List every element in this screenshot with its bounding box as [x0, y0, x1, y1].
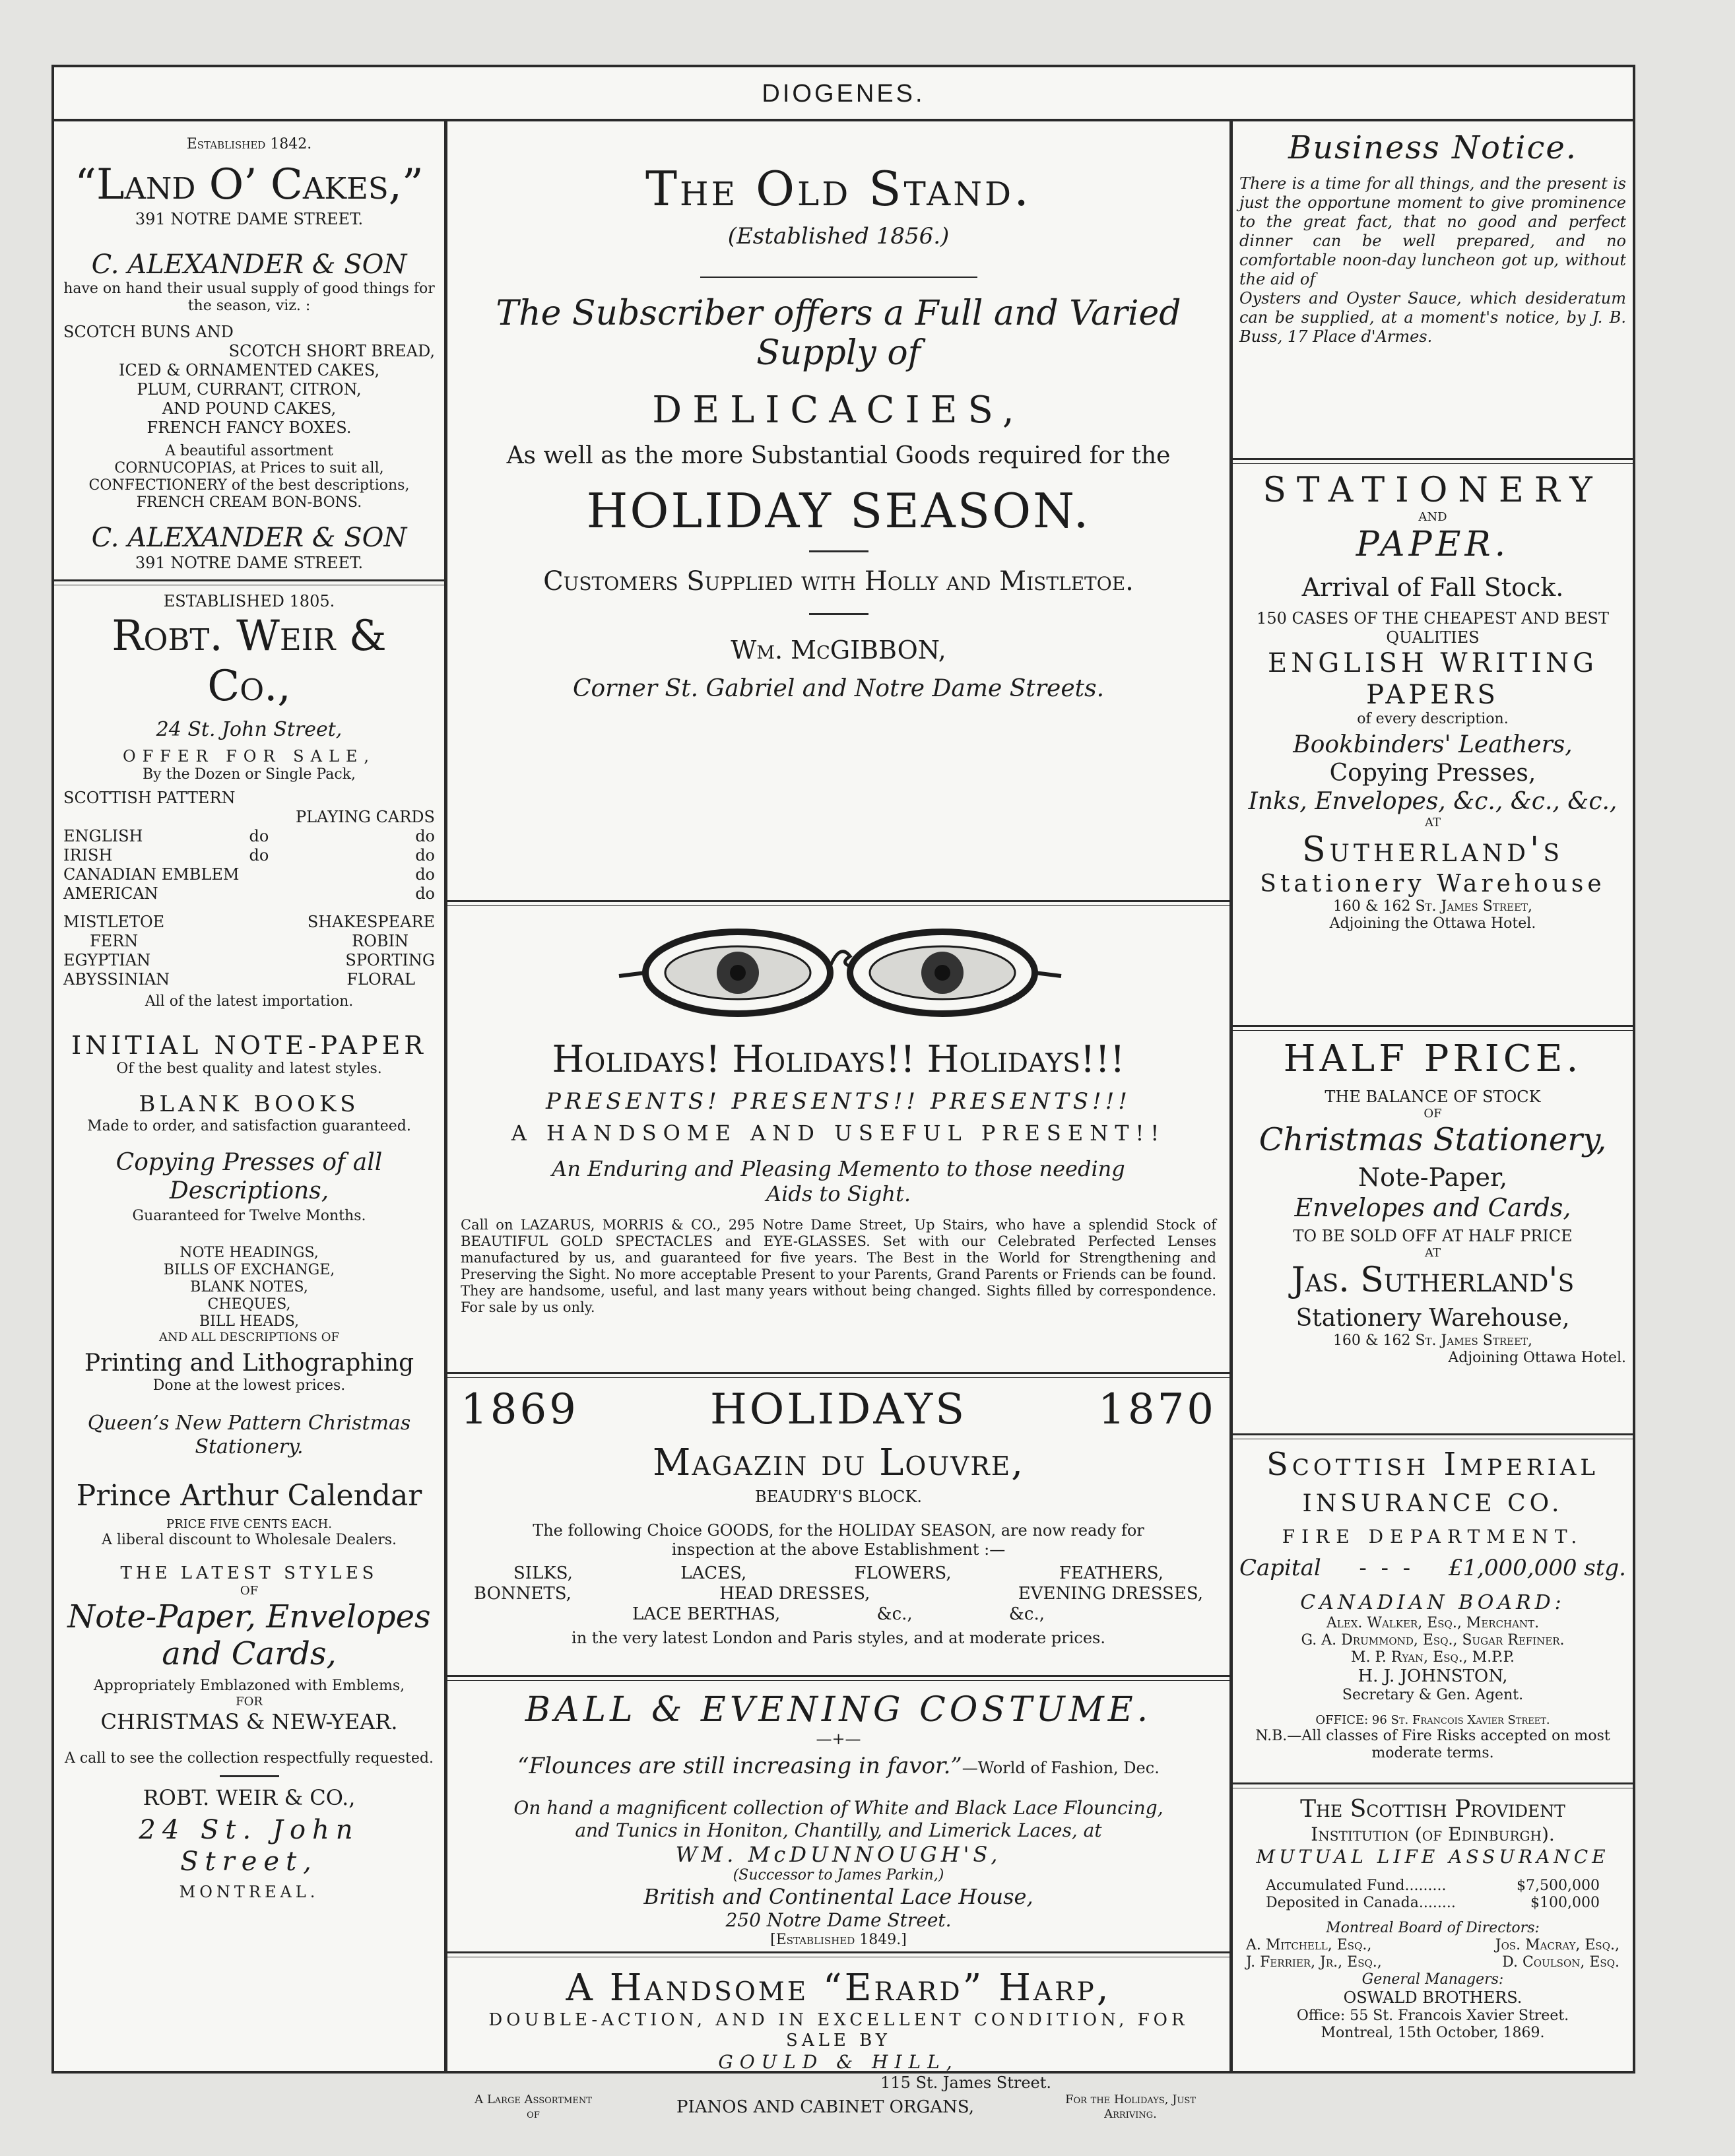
pianos-organs: PIANOS AND CABINET ORGANS, [676, 2097, 975, 2117]
by-the-dozen: By the Dozen or Single Pack, [142, 766, 356, 783]
goods-list [63, 323, 435, 438]
office-address: OFFICE: 96 St. Francois Xavier Street. [1315, 1713, 1550, 1727]
montreal: MONTREAL. [179, 1883, 319, 1901]
oysters: Oysters and Oyster Sauce, which desideratum can be supplied, at a moment's notice, by J. B. Buss, 17 Place d'Armes. [1239, 289, 1626, 346]
sutherlands: Sutherland's [1302, 830, 1563, 870]
all-descriptions: AND ALL DESCRIPTIONS OF [159, 1330, 339, 1344]
copying-presses: Copying Presses of all [115, 1149, 383, 1176]
st-james-160-2: 160 & 162 St. James Street, [1332, 1332, 1533, 1349]
balance-of-stock: THE BALANCE OF STOCK [1325, 1088, 1541, 1106]
bon-bons: FRENCH CREAM BON-BONS. [136, 494, 362, 511]
double-action: DOUBLE-ACTION, AND IN EXCELLENT CONDITION, FOR SALE BY [488, 2010, 1189, 2050]
director: J. Ferrier, Jr., Esq., [1246, 1954, 1382, 1971]
goods-item: SCOTCH SHORT BREAD, [228, 342, 435, 360]
on-hand-collection: On hand a magnificent collection of White and Black Lace Flouncing, and Tunics in Honiton, Chantilly, and Limerick Laces, at [513, 1797, 1163, 1841]
holidays-year-row [461, 1378, 1216, 1435]
confectionery: CONFECTIONERY of the best descriptions, [88, 477, 410, 494]
at-label: AT [1424, 816, 1441, 830]
lace-ad [447, 1681, 1229, 1951]
section-divider [447, 1372, 1229, 1378]
old-stand-ad [447, 121, 1229, 900]
cards-table [63, 827, 435, 903]
enduring-memento: An Enduring and Pleasing Memento to those needing Aids to Sight. [552, 1156, 1125, 1206]
pair-row: ABYSSINIAN FLORAL [63, 970, 415, 989]
spectacles-ad [447, 917, 1229, 1372]
alexander-name-2: C. ALEXANDER & SON [91, 523, 407, 553]
cards-row: CANADIAN EMBLEM do [63, 865, 435, 884]
holidays-banner: Holidays! Holidays!! Holidays!!! [552, 1038, 1125, 1081]
jas-sutherlands: Jas. Sutherland's [1291, 1260, 1575, 1300]
playing-cards: PLAYING CARDS [295, 808, 435, 826]
pair-row: MISTLETOE SHAKESPEARE [63, 913, 435, 931]
note-paper-r: Note-Paper, [1358, 1163, 1508, 1192]
supply-of: Supply of [756, 333, 921, 373]
stationery-warehouse-2: Stationery Warehouse, [1295, 1305, 1570, 1332]
at-label-2: AT [1424, 1246, 1441, 1260]
louvre-ad [447, 1378, 1229, 1675]
board-member: M. P. Ryan, Esq., M.P.P. [1351, 1649, 1515, 1666]
mutual-life: MUTUAL LIFE ASSURANCE [1256, 1846, 1610, 1868]
half-price-ad [1239, 1037, 1626, 1427]
pattern-pairs [63, 913, 435, 989]
prince-arthur-calendar: Prince Arthur Calendar [76, 1479, 422, 1513]
robt-weir-title: Robt. Weir & Co., [112, 612, 387, 711]
deposited-label: Deposited in Canada........ [1266, 1895, 1456, 1911]
substantial-goods: As well as the more Substantial Goods required for the [506, 442, 1171, 469]
erard-harp: A Handsome “Erard” Harp, [566, 1967, 1111, 2009]
director: Jos. Macray, Esq., [1495, 1937, 1620, 1953]
goods-item: SCOTCH BUNS AND [63, 323, 234, 341]
flounces-quote: “Flounces are still increasing in favor.” [517, 1753, 962, 1779]
note-item: NOTE HEADINGS, [180, 1245, 319, 1261]
copying-presses-r: Copying Presses, [1329, 760, 1536, 787]
and-label: AND [1418, 510, 1447, 524]
half-price-title: HALF PRICE. [1283, 1037, 1583, 1080]
every-description: of every description. [1357, 711, 1509, 727]
land-o-cakes-title: “Land O’ Cakes,” [75, 160, 424, 209]
office-55: Office: 55 St. Francois Xavier Street. [1296, 2008, 1569, 2024]
section-divider [1233, 1025, 1633, 1031]
mcdunnough: WM. McDUNNOUGH'S, [675, 1842, 1002, 1867]
short-rule [220, 1775, 279, 1777]
cards-row: ENGLISH do do [63, 827, 435, 845]
goods-item: FRENCH FANCY BOXES. [147, 418, 352, 437]
secretary: Secretary & Gen. Agent. [1342, 1687, 1524, 1703]
envelopes-cards: Envelopes and Cards, [1294, 1193, 1571, 1222]
note-item: BILL HEADS, [199, 1313, 300, 1330]
section-divider [1233, 458, 1633, 464]
descriptions: Descriptions, [169, 1177, 329, 1204]
initial-note-paper: INITIAL NOTE-PAPER [71, 1031, 427, 1060]
for-label: FOR [236, 1695, 263, 1709]
accumulated-value: $7,500,000 [1517, 1878, 1600, 1894]
cases-cheapest: 150 CASES OF THE CHEAPEST AND BEST QUALITIES [1257, 609, 1609, 647]
papers: PAPERS [1366, 680, 1499, 710]
christmas-stationery-r: Christmas Stationery, [1259, 1121, 1607, 1158]
holiday-season: HOLIDAY SEASON. [586, 483, 1091, 539]
established-1849: [Established 1849.] [770, 1932, 907, 1948]
directors-row [1246, 1954, 1620, 1971]
offer-for-sale: OFFER FOR SALE, [122, 747, 376, 766]
pair-row: FERN ROBIN [90, 932, 409, 950]
established-1805: ESTABLISHED 1805. [163, 592, 335, 610]
best-quality: Of the best quality and latest styles. [116, 1061, 382, 1077]
business-notice [1239, 121, 1626, 451]
successor: (Successor to James Parkin,) [733, 1867, 944, 1883]
queens-pattern: Queen’s New Pattern Christmas [87, 1412, 411, 1435]
stationery-ad [1239, 471, 1626, 1018]
director: D. Coulson, Esq. [1502, 1954, 1620, 1971]
large-assortment: A Large Assortment of [475, 2093, 592, 2121]
holidays-arriving: For the Holidays, Just Arriving. [1065, 2093, 1196, 2121]
note-paper-envelopes: Note-Paper, Envelopes [67, 1598, 431, 1635]
goods-item: AND POUND CAKES, [162, 399, 337, 418]
section-divider [447, 1951, 1229, 1957]
harp-ad [447, 1957, 1229, 2122]
notre-dame-250: 250 Notre Dame Street. [725, 1909, 952, 1931]
rule [700, 277, 977, 278]
robt-weir-footer: ROBT. WEIR & CO., [143, 1785, 356, 1810]
magazin-du-louvre: Magazin du Louvre, [652, 1441, 1025, 1484]
time-for-all-things: There is a time for all things, and the present is just the opportune moment to give prominence to the great fact, that no good and perfect dinner can be well prepared, and no comfortable noon-day luncheon got up, without the aid of [1239, 174, 1626, 288]
oswald-brothers: OSWALD BROTHERS. [1343, 1988, 1522, 2007]
subscriber-offers: The Subscriber offers a Full and Varied [496, 294, 1181, 333]
made-to-order: Made to order, and satisfaction guaranteed. [87, 1118, 411, 1134]
world-of-fashion: —World of Fashion, Dec. [962, 1759, 1160, 1777]
accumulated-row [1266, 1878, 1600, 1895]
printing-lithographing: Printing and Lithographing [84, 1350, 414, 1377]
scottish-pattern: SCOTTISH PATTERN [63, 789, 236, 807]
short-rule [809, 550, 868, 552]
montreal-date: Montreal, 15th October, 1869. [1321, 2025, 1545, 2041]
year-1870: 1870 [1098, 1385, 1216, 1434]
of-label-r: OF [1424, 1107, 1442, 1121]
cornucopias: CORNUCOPIAS, at Prices to suit all, [114, 460, 384, 476]
capital-value: £1,000,000 stg. [1448, 1555, 1626, 1581]
insurance-ad [1239, 1446, 1626, 1776]
scottish-imperial: Scottish Imperial [1266, 1446, 1600, 1483]
note-item: BILLS OF EXCHANGE, [163, 1262, 335, 1278]
mcgibbon: Wm. McGIBBON, [731, 636, 946, 665]
have-on-hand: have on hand their usual supply of good things for the season, viz. : [63, 280, 435, 314]
accumulated-label: Accumulated Fund......... [1266, 1878, 1447, 1894]
masthead: DIOGENES. [54, 67, 1633, 121]
beautiful-assortment: A beautiful assortment [165, 443, 333, 459]
latest-styles-prices: in the very latest London and Paris styles, and at moderate prices. [572, 1629, 1105, 1647]
middle-column [447, 121, 1233, 2121]
of-label: OF [240, 1584, 259, 1598]
ball-evening-costume: BALL & EVENING COSTUME. [525, 1690, 1152, 1730]
inks-envelopes: Inks, Envelopes, &c., &c., &c., [1248, 788, 1618, 815]
deposited-row [1266, 1895, 1600, 1912]
canadian-board: CANADIAN BOARD: [1300, 1591, 1565, 1614]
left-column [54, 121, 447, 2071]
pianos-row [474, 2093, 1203, 2122]
section-divider [447, 900, 1229, 906]
liberal-discount: A liberal discount to Wholesale Dealers. [101, 1532, 397, 1548]
note-item: CHEQUES, [207, 1296, 291, 1313]
goods-item: ICED & ORNAMENTED CAKES, [118, 361, 380, 379]
lace-house: British and Continental Lace House, [643, 1884, 1033, 1909]
deposited-value: $100,000 [1530, 1895, 1600, 1911]
alexander-name: C. ALEXANDER & SON [91, 249, 407, 280]
section-divider [1233, 1433, 1633, 1439]
note-headings-list [63, 1245, 435, 1330]
short-rule [809, 613, 868, 615]
pair-row: EGYPTIAN SPORTING [63, 951, 435, 969]
general-managers: General Managers: [1361, 1971, 1504, 1988]
goods-row: LACE BERTHAS, &c., &c., [632, 1604, 1045, 1624]
note-item: BLANK NOTES, [190, 1279, 308, 1295]
presents-banner: PRESENTS! PRESENTS!! PRESENTS!!! [546, 1088, 1131, 1115]
corner-streets: Corner St. Gabriel and Notre Dame Streets. [572, 675, 1105, 702]
provident-ad [1239, 1795, 1626, 2042]
capital-dashes: - - - [1359, 1555, 1411, 1581]
goods-row: SILKS, LACES, FLOWERS, FEATHERS, [513, 1563, 1163, 1583]
adjoining-ottawa: Adjoining the Ottawa Hotel. [1329, 915, 1536, 932]
call-to-see: A call to see the collection respectfully requested. [64, 1750, 434, 1767]
cards-row: AMERICAN do [63, 884, 435, 903]
guaranteed: Guaranteed for Twelve Months. [132, 1208, 366, 1224]
right-column [1233, 121, 1633, 2071]
nb-risks: N.B.—All classes of Fire Risks accepted on most moderate terms. [1255, 1728, 1610, 1761]
spectacles-icon [461, 917, 1220, 1029]
bookbinders-leathers: Bookbinders' Leathers, [1293, 731, 1573, 758]
address: 391 NOTRE DAME STREET. [135, 210, 364, 228]
fire-department: FIRE DEPARTMENT. [1282, 1526, 1584, 1548]
emblazoned: Appropriately Emblazoned with Emblems, [93, 1678, 405, 1694]
insurance-co: INSURANCE CO. [1302, 1490, 1563, 1517]
st-james-160: 160 & 162 St. James Street, [1332, 898, 1533, 915]
board-member: Alex. Walker, Esq., Merchant. [1326, 1615, 1540, 1631]
scottish-provident: The Scottish Provident [1300, 1796, 1565, 1823]
following-goods: The following Choice GOODS, for the HOLIDAY SEASON, are now ready for inspection at the above Establishment :— [533, 1521, 1144, 1559]
english-writing: ENGLISH WRITING [1268, 648, 1598, 678]
lowest-prices: Done at the lowest prices. [152, 1377, 346, 1394]
section-divider [1233, 1782, 1633, 1788]
year-1869: 1869 [461, 1385, 579, 1434]
ornament: —+— [816, 1730, 861, 1748]
johnston: H. J. JOHNSTON, [1358, 1666, 1508, 1686]
gould-hill: GOULD & HILL, [718, 2051, 959, 2073]
delicacies: DELICACIES, [652, 389, 1025, 432]
flounces-quote-row [461, 1753, 1216, 1780]
goods-row: BONNETS, HEAD DRESSES, EVENING DRESSES, [474, 1584, 1203, 1604]
section-divider [447, 1675, 1229, 1681]
board-member: G. A. Drummond, Esq., Sugar Refiner. [1301, 1632, 1565, 1649]
christmas-stationery: Stationery. [195, 1435, 304, 1458]
blank-books: BLANK BOOKS [139, 1091, 360, 1117]
latest-importation: All of the latest importation. [145, 993, 354, 1010]
customers-supplied: Customers Supplied with Holly and Mistletoe. [543, 566, 1134, 597]
and-cards: and Cards, [162, 1635, 337, 1672]
capital-row [1239, 1555, 1626, 1582]
goods-item: PLUM, CURRANT, CITRON, [137, 380, 362, 399]
christmas-new-year: CHRISTMAS & NEW-YEAR. [100, 1709, 398, 1734]
cards-row: IRISH do do [63, 846, 435, 865]
latest-styles: THE LATEST STYLES [120, 1563, 378, 1583]
john-street: 24 St. John Street, [156, 718, 343, 741]
sold-off-half-price: TO BE SOLD OFF AT HALF PRICE [1293, 1227, 1573, 1245]
capital-label: Capital [1239, 1555, 1321, 1581]
adjoining-ottawa-2: Adjoining Ottawa Hotel. [1448, 1350, 1626, 1366]
price-five-cents: PRICE FIVE CENTS EACH. [166, 1517, 332, 1531]
paper-title: PAPER. [1356, 525, 1510, 564]
stationery-title: STATIONERY [1262, 471, 1603, 510]
business-notice-title: Business Notice. [1288, 129, 1578, 166]
section-divider [54, 579, 444, 585]
directors-row [1246, 1937, 1620, 1954]
st-james-115: 115 St. James Street. [880, 2074, 1051, 2092]
director: A. Mitchell, Esq., [1246, 1937, 1372, 1953]
handsome-useful-present: A HANDSOME AND USEFUL PRESENT!! [511, 1121, 1166, 1146]
established-1856: (Established 1856.) [727, 223, 950, 249]
institution-edinburgh: Institution (of Edinburgh). [1311, 1823, 1555, 1845]
newspaper-page [51, 65, 1635, 2121]
lazarus-body: Call on LAZARUS, MORRIS & CO., 295 Notre Dame Street, Up Stairs, who have a splendid Stock of BEAUTIFUL GOLD SPECTACLES and EYE-GLASSES. Set with our Celebrated Perfected Lenses manufactured by us, and guaranteed for five years. The Best in the World for Strengthening and Preserving the Sight. No more acceptable Present to your Parents, Grand Parents or Friends can be found. They are handsome, useful, and last many years without being changed. Sights filled by correspondence. For sale by us only. [461, 1217, 1216, 1315]
arrival-fall-stock: Arrival of Fall Stock. [1301, 573, 1564, 602]
beaudry-block: BEAUDRY'S BLOCK. [755, 1487, 922, 1506]
john-street-footer: 24 St. John Street, [139, 1815, 360, 1877]
address-2: 391 NOTRE DAME STREET. [135, 554, 364, 572]
stationery-warehouse: Stationery Warehouse [1260, 870, 1606, 898]
established-1842: Established 1842. [186, 136, 312, 152]
montreal-board: Montreal Board of Directors: [1326, 1920, 1540, 1936]
old-stand-title: The Old Stand. [645, 161, 1031, 216]
holidays-heading: HOLIDAYS [709, 1385, 967, 1434]
